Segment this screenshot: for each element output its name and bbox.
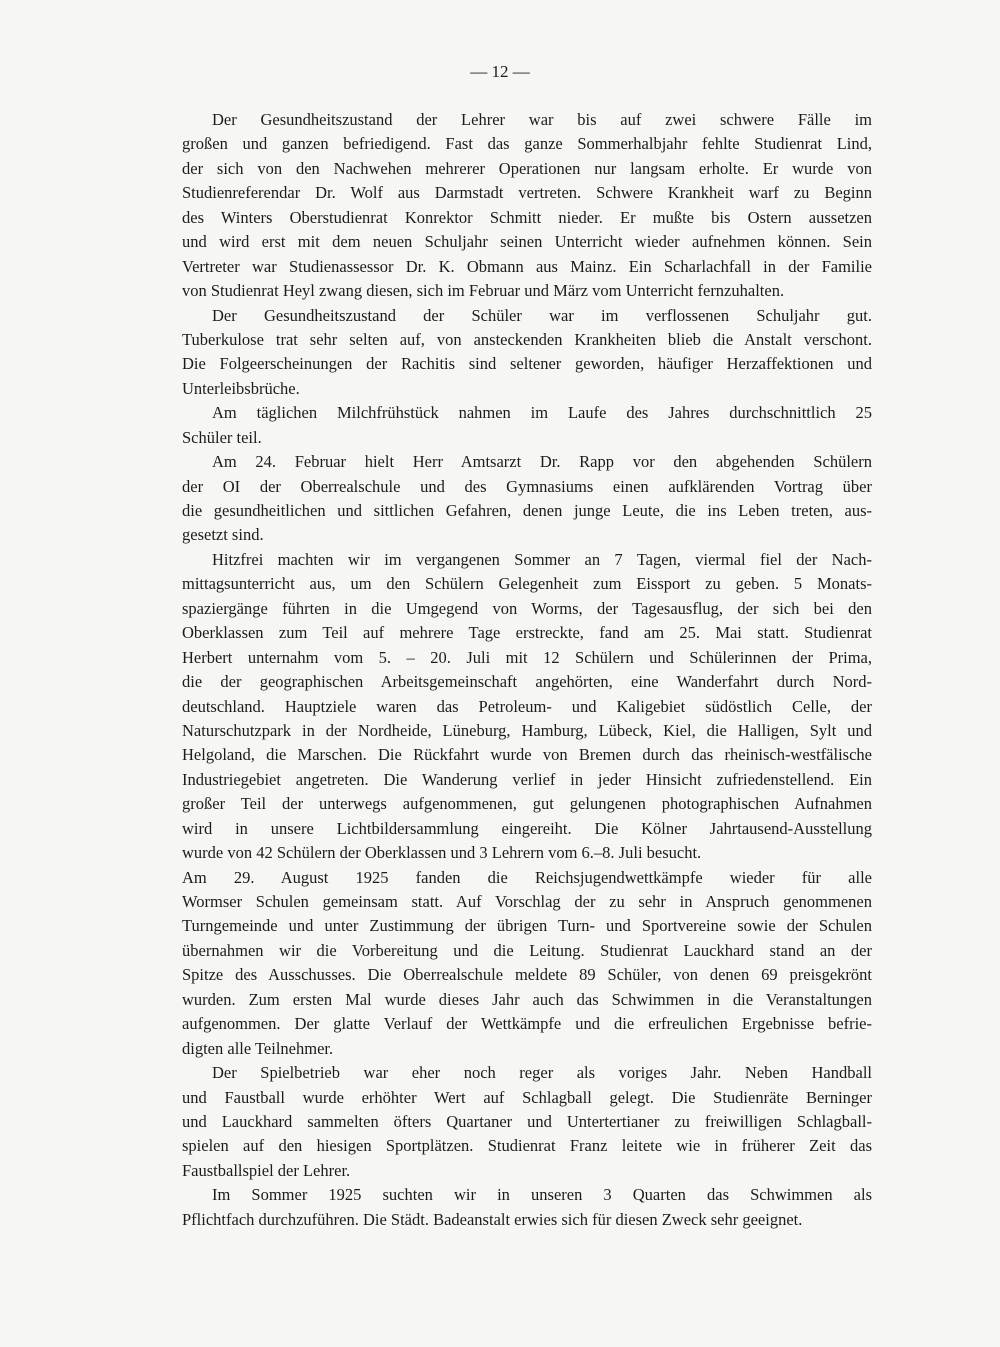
text-line: Wormser Schulen gemeinsam statt. Auf Vorschlag der zu sehr in Anspruch genommenen [182, 892, 872, 911]
text-line: gesetzt sind. [182, 525, 264, 545]
text-line: Turngemeinde und unter Zustimmung der übrigen Turn- und Sportvereine sowie der Schulen [182, 916, 872, 936]
text-line: großen und ganzen befriedigend. Fast das ganze Sommerhalbjahr fehlte Studienrat Lind, [182, 134, 872, 154]
text-line: Am 24. Februar hielt Herr Amtsarzt Dr. Rapp vor den abgehenden Schülern [212, 452, 872, 472]
text-line: Vertreter war Studienassessor Dr. K. Obmann aus Mainz. Ein Scharlachfall in der Familie [182, 256, 872, 276]
text-line: von Studienrat Heyl zwang diesen, sich im Februar und März vom Unterricht fernzuhalten. [182, 281, 785, 301]
text-line: mittagsunterricht aus, um den Schülern Gelegenheit zum Eissport zu geben. 5 Monats- [182, 574, 872, 594]
text-line: Oberklassen zum Teil auf mehrere Tage erstreckte, fand am 25. Mai statt. Studienrat [182, 623, 872, 643]
paragraph [182, 304, 872, 402]
text-line: Der Gesundheitszustand der Lehrer war bis auf zwei schwere Fälle im [212, 110, 872, 129]
text-line: Schüler teil. [182, 427, 262, 447]
text-line: Tuberkulose trat sehr selten auf, von ansteckenden Krankheiten blieb die Anstalt verschont. [182, 329, 872, 349]
text-line: Die Folgeerscheinungen der Rachitis sind seltener geworden, häufiger Herzaffektionen und [182, 354, 872, 374]
text-line: übernahmen wir die Vorbereitung und die Leitung. Studienrat Lauckhard stand an der [182, 940, 872, 960]
text-line: Im Sommer 1925 suchten wir in unseren 3 Quarten das Schwimmen als [212, 1185, 872, 1205]
text-line: spielen auf den hiesigen Sportplätzen. Studienrat Franz leitete wie in früherer Zeit das [182, 1136, 872, 1156]
text-line: und wird erst mit dem neuen Schuljahr seinen Unterricht wieder aufnehmen können. Sein [182, 232, 872, 252]
text-line: Spitze des Ausschusses. Die Oberrealschule meldete 89 Schüler, von denen 69 preisgekrönt [182, 965, 872, 985]
text-line: Studienreferendar Dr. Wolf aus Darmstadt vertreten. Schwere Krankheit warf zu Beginn [182, 183, 872, 203]
text-line: Herbert unternahm vom 5. – 20. Juli mit 12 Schülern und Schülerinnen der Prima, [182, 647, 872, 667]
text-line: spaziergänge führten in die Umgegend von Worms, der Tagesausflug, der sich bei den [182, 598, 872, 618]
text-line: digten alle Teilnehmer. [182, 1038, 334, 1058]
text-line: Pflichtfach durchzuführen. Die Städt. Badeanstalt erwies sich für diesen Zweck sehr geeignet. [182, 1209, 803, 1229]
paragraph [182, 866, 872, 1062]
text-line: die gesundheitlichen und sittlichen Gefahren, denen junge Leute, die ins Leben treten, aus- [182, 501, 872, 520]
paragraph [182, 401, 872, 450]
text-line: deutschland. Hauptziele waren das Petroleum- und Kaligebiet südöstlich Celle, der [182, 696, 872, 716]
text-line: Am täglichen Milchfrühstück nahmen im Laufe des Jahres durchschnittlich 25 [212, 403, 872, 423]
text-line: und Faustball wurde erhöhter Wert auf Schlagball gelegt. Die Studienräte Berninger [182, 1087, 872, 1107]
text-line: der OI der Oberrealschule und des Gymnasiums einen aufklärenden Vortrag über [182, 476, 872, 496]
paragraph [182, 1183, 872, 1232]
text-line: aufgenommen. Der glatte Verlauf der Wettkämpfe und die erfreulichen Ergebnisse befrie- [182, 1014, 872, 1034]
text-body [182, 108, 872, 1232]
text-line: Am 29. August 1925 fanden die Reichsjugendwettkämpfe wieder für alle [182, 867, 872, 887]
text-line: Industriegebiet angetreten. Die Wanderung verlief in jeder Hinsicht zufriedenstellend. Ein [182, 769, 872, 789]
paragraph [182, 1061, 872, 1183]
text-line: Der Spielbetrieb war eher noch reger als voriges Jahr. Neben Handball [212, 1063, 872, 1083]
text-line: der sich von den Nachwehen mehrerer Operationen nur langsam erholte. Er wurde von [182, 158, 872, 178]
text-line: Unterleibsbrüche. [182, 378, 300, 398]
text-line: Hitzfrei machten wir im vergangenen Sommer an 7 Tagen, viermal fiel der Nach- [212, 549, 872, 569]
text-line: wird in unsere Lichtbildersammlung eingereiht. Die Kölner Jahrtausend-Ausstellung [182, 818, 872, 838]
text-line: des Winters Oberstudienrat Konrektor Schmitt nieder. Er mußte bis Ostern aussetzen [182, 207, 872, 227]
text-line: und Lauckhard sammelten öfters Quartaner und Untertertianer zu freiwilligen Schlagball- [182, 1111, 872, 1131]
text-line: Naturschutzpark in der Nordheide, Lüneburg, Hamburg, Lübeck, Kiel, die Halligen, Sylt und [182, 720, 872, 740]
paragraph [182, 108, 872, 304]
text-line: großer Teil der unterwegs aufgenommenen, gut gelungenen photographischen Aufnahmen [182, 794, 872, 814]
text-line: die der geographischen Arbeitsgemeinschaft angehörten, eine Wanderfahrt durch Nord- [182, 672, 872, 692]
text-line: Helgoland, die Marschen. Die Rückfahrt wurde von Bremen durch das rheinisch-westfälische [182, 745, 872, 765]
text-line: wurde von 42 Schülern der Oberklassen und 3 Lehrern vom 6.–8. Juli besucht. [182, 843, 702, 863]
page-number: — 12 — [470, 62, 530, 81]
paragraph [182, 548, 872, 866]
text-line: wurden. Zum ersten Mal wurde dieses Jahr auch das Schwimmen in die Veranstaltungen [182, 989, 872, 1009]
paragraph [182, 450, 872, 548]
text-line: Faustballspiel der Lehrer. [182, 1160, 351, 1180]
text-line: Der Gesundheitszustand der Schüler war im verflossenen Schuljahr gut. [212, 305, 872, 325]
